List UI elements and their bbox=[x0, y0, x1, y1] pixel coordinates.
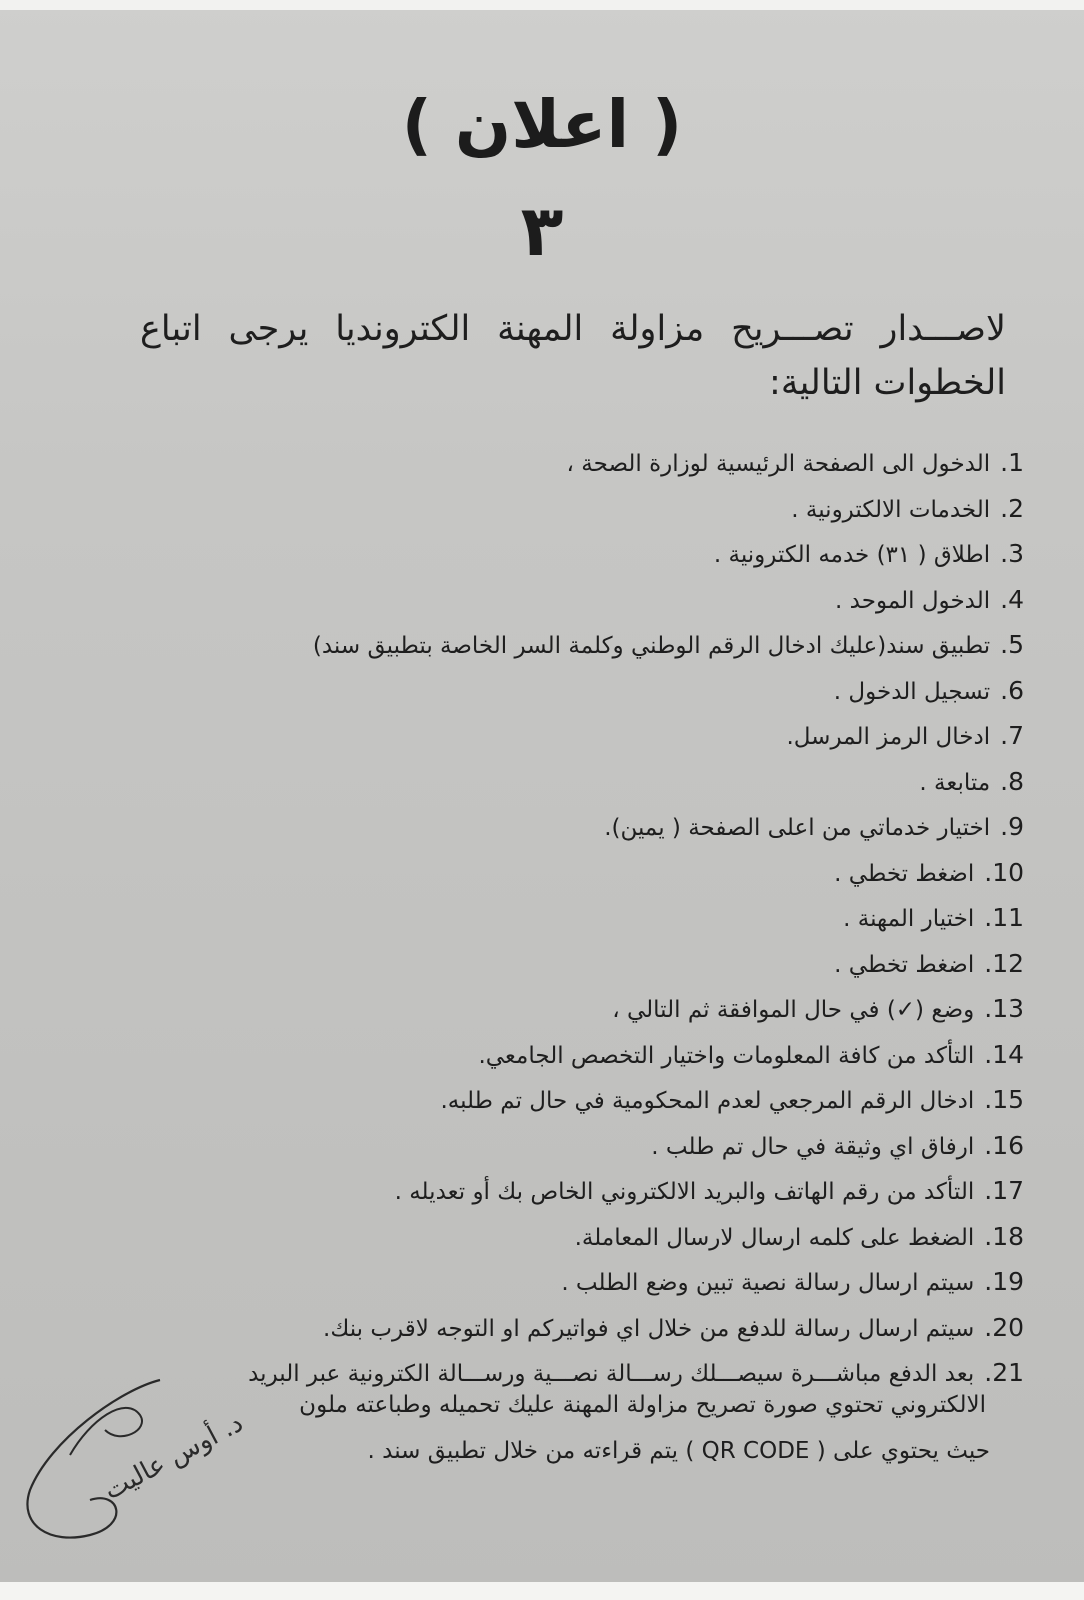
step-text: اضغط تخطي . bbox=[834, 951, 975, 978]
step-text: سيتم ارسال رسالة نصية تبين وضع الطلب . bbox=[561, 1270, 975, 1296]
step-text: التأكد من كافة المعلومات واختيار التخصص الجامعي. bbox=[478, 1042, 975, 1069]
step-number: 10 . bbox=[984, 850, 1024, 896]
step-number: 13 . bbox=[984, 986, 1024, 1032]
step-number: 19 . bbox=[984, 1259, 1024, 1305]
list-item bbox=[150, 1168, 1030, 1214]
step-text: اختيار المهنة . bbox=[843, 906, 975, 932]
handwritten-signature bbox=[10, 1360, 270, 1560]
list-item bbox=[150, 1214, 1030, 1260]
step-number: 14 . bbox=[984, 1032, 1024, 1078]
step-text: الخدمات الالكترونية . bbox=[791, 496, 991, 523]
step-number: 9 . bbox=[1000, 804, 1024, 850]
list-item bbox=[150, 986, 1030, 1032]
step-21-continuation-line-1: الالكتروني تحتوي صورة تصريح مزاولة المهنة عليك تحميله وطباعته ملون bbox=[299, 1392, 986, 1418]
step-text: التأكد من رقم الهاتف والبريد الالكتروني الخاص بك أو تعديله . bbox=[394, 1179, 975, 1205]
step-text: اضغط تخطي . bbox=[834, 860, 975, 887]
step-number: 21 . bbox=[984, 1350, 1024, 1396]
step-number: 4 . bbox=[1000, 577, 1024, 623]
step-text: الدخول الى الصفحة الرئيسية لوزارة الصحة ، bbox=[566, 451, 991, 477]
page-top-edge bbox=[0, 0, 1084, 10]
intro-paragraph: لاصـــدار تصـــريح مزاولة المهنة الكترونديا يرجى اتباع الخطوات التالية: bbox=[140, 309, 1006, 403]
step-text: ادخال الرقم المرجعي لعدم المحكومية في حال تم طلبه. bbox=[440, 1088, 975, 1114]
step-number: 15 . bbox=[984, 1077, 1024, 1123]
list-item bbox=[150, 668, 1030, 714]
list-item bbox=[150, 531, 1030, 577]
steps-list bbox=[150, 440, 1030, 1396]
list-item bbox=[150, 1032, 1030, 1078]
step-number: 17 . bbox=[984, 1168, 1024, 1214]
list-item bbox=[150, 1259, 1030, 1305]
list-item bbox=[150, 577, 1030, 623]
step-text: ارفاق اي وثيقة في حال تم طلب . bbox=[651, 1133, 975, 1160]
step-number: 1 . bbox=[1000, 440, 1024, 486]
step-text: اختيار خدماتي من اعلى الصفحة ( يمين). bbox=[604, 815, 991, 841]
list-item bbox=[150, 1123, 1030, 1169]
list-item bbox=[150, 1077, 1030, 1123]
step-text: تطبيق سند(عليك ادخال الرقم الوطني وكلمة السر الخاصة بتطبيق سند) bbox=[312, 633, 991, 659]
list-item bbox=[150, 486, 1030, 532]
list-item bbox=[150, 804, 1030, 850]
step-text: ادخال الرمز المرسل. bbox=[786, 724, 991, 750]
step-number: 6 . bbox=[1000, 668, 1024, 714]
step-text: بعد الدفع مباشـــرة سيصـــلك رســـالة نصـــية ورســـالة الكترونية عبر البريد bbox=[248, 1361, 975, 1387]
step-number: 2 . bbox=[1000, 486, 1024, 532]
step-text: اطلاق ( ٣١) خدمه الكترونية . bbox=[713, 542, 991, 568]
step-number: 7 . bbox=[1000, 713, 1024, 759]
list-item bbox=[150, 850, 1030, 896]
list-item bbox=[150, 1350, 1030, 1396]
list-item bbox=[150, 713, 1030, 759]
step-text: متابعة . bbox=[919, 769, 991, 796]
step-text: وضع (✓) في حال الموافقة ثم التالي ، bbox=[612, 997, 975, 1023]
step-number: 3 . bbox=[1000, 531, 1024, 577]
step-number: 12 . bbox=[984, 941, 1024, 987]
list-item bbox=[150, 941, 1030, 987]
step-number: 8 . bbox=[1000, 759, 1024, 805]
step-number: 11 . bbox=[984, 895, 1024, 941]
list-item bbox=[150, 440, 1030, 486]
step-text: الضغط على كلمه ارسال لارسال المعاملة. bbox=[574, 1224, 975, 1251]
list-item bbox=[150, 759, 1030, 805]
page-bottom-edge bbox=[0, 1582, 1084, 1600]
page-number: ٣ bbox=[520, 190, 564, 272]
step-number: 16 . bbox=[984, 1123, 1024, 1169]
signature-text: د. أوس عاليت bbox=[99, 1408, 249, 1507]
step-number: 20 . bbox=[984, 1305, 1024, 1351]
step-text: الدخول الموحد . bbox=[835, 587, 991, 614]
step-text: سيتم ارسال رسالة للدفع من خلال اي فواتيركم او التوجه لاقرب بنك. bbox=[323, 1315, 975, 1342]
step-number: 18 . bbox=[984, 1214, 1024, 1260]
list-item bbox=[150, 622, 1030, 668]
document-title: ( اعلان ) bbox=[401, 86, 683, 163]
list-item bbox=[150, 895, 1030, 941]
step-number: 5 . bbox=[1000, 622, 1024, 668]
list-item bbox=[150, 1305, 1030, 1351]
step-21-continuation-line-2: حيث يحتوي على ( QR CODE ) يتم قراءته من خلال تطبيق سند . bbox=[367, 1438, 990, 1464]
step-text: تسجيل الدخول . bbox=[833, 678, 991, 705]
